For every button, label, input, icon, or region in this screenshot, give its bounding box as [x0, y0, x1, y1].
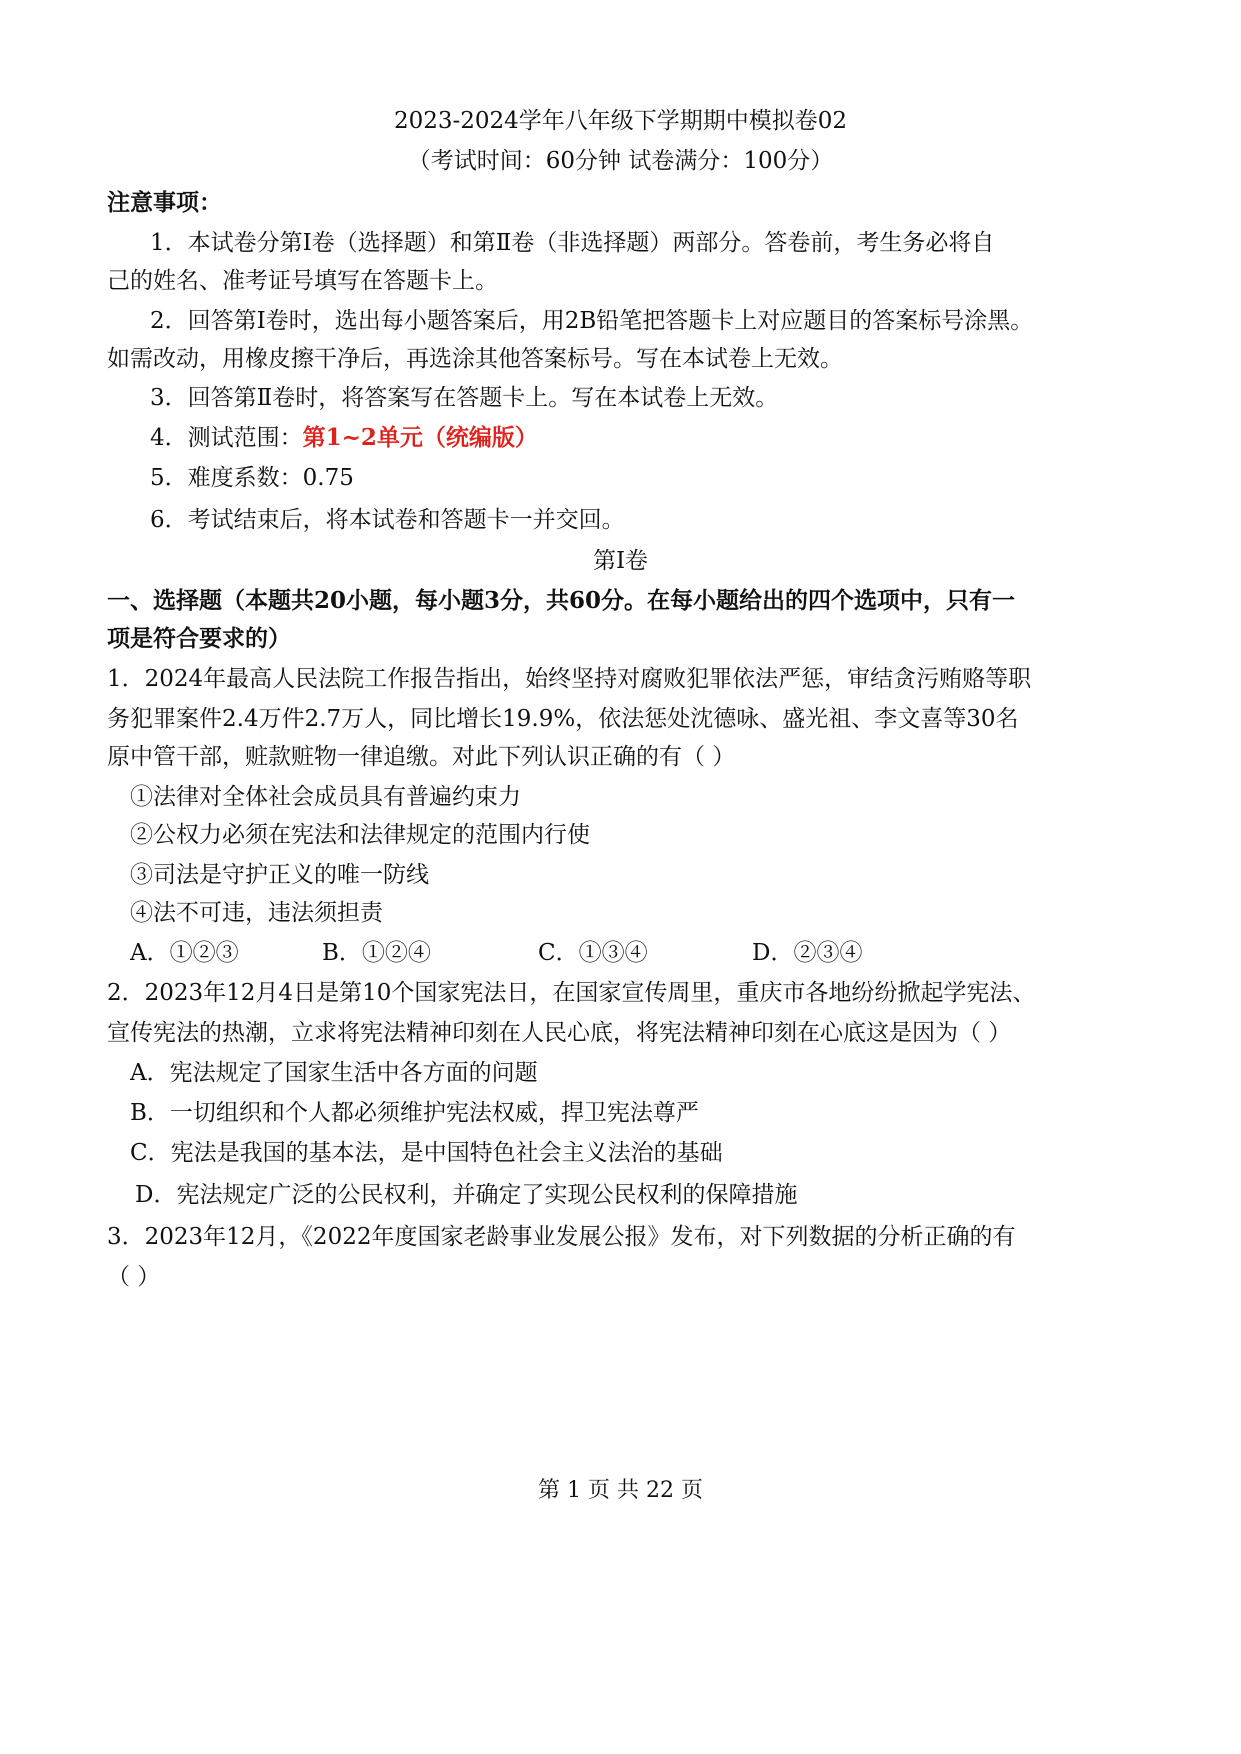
q1-statement-3: ③司法是守护正义的唯一防线 — [130, 862, 429, 888]
q1-option-d: D．②③④ — [752, 940, 863, 966]
page-footer: 第 1 页 共 22 页 — [538, 1478, 703, 1503]
test-scope-highlight: 第1~2单元（统编版） — [302, 424, 538, 451]
note-4-label: 4．测试范围： — [150, 425, 303, 451]
q1-statement-2: ②公权力必须在宪法和法律规定的范围内行使 — [130, 822, 590, 848]
q2-option-d: D．宪法规定广泛的公民权利，并确定了实现公民权利的保障措施 — [135, 1182, 798, 1208]
q3-line-2: （ ） — [107, 1264, 161, 1290]
note-1-line-1: 1．本试卷分第Ⅰ卷（选择题）和第Ⅱ卷（非选择题）两部分。答卷前，考生务必将自 — [150, 230, 995, 256]
q2-option-a: A．宪法规定了国家生活中各方面的问题 — [130, 1060, 538, 1086]
volume-title: 第Ⅰ卷 — [592, 548, 649, 574]
section-heading-line-1: 一、选择题（本题共20小题，每小题3分，共60分。在每小题给出的四个选项中，只有一 — [107, 587, 1016, 614]
q1-statement-4: ④法不可违，违法须担责 — [130, 900, 383, 926]
q1-line-2: 务犯罪案件2.4万件2.7万人，同比增长19.9%，依法惩处沈德咏、盛光祖、李文喜等30名 — [107, 706, 1019, 732]
note-2-line-1: 2．回答第Ⅰ卷时，选出每小题答案后，用2B铅笔把答题卡上对应题目的答案标号涂黑。 — [150, 308, 1034, 334]
note-2-line-2: 如需改动，用橡皮擦干净后，再选涂其他答案标号。写在本试卷上无效。 — [107, 346, 843, 372]
q3-line-1: 3．2023年12月，《2022年度国家老龄事业发展公报》发布，对下列数据的分析正确的有 — [107, 1224, 1016, 1250]
note-4 — [150, 423, 538, 453]
q1-option-a: A．①②③ — [130, 940, 239, 966]
q1-option-c: C．①③④ — [538, 940, 648, 966]
page-title: 2023-2024学年八年级下学期期中模拟卷02 — [393, 108, 848, 134]
note-6: 6．考试结束后，将本试卷和答题卡一并交回。 — [150, 507, 625, 533]
exam-info: （考试时间：60分钟 试卷满分：100分） — [407, 148, 834, 174]
q2-line-1: 2．2023年12月4日是第10个国家宪法日，在国家宣传周里，重庆市各地纷纷掀起学宪法、 — [107, 980, 1036, 1006]
q2-option-c: C．宪法是我国的基本法，是中国特色社会主义法治的基础 — [130, 1140, 723, 1166]
q2-option-b: B．一切组织和个人都必须维护宪法权威，捍卫宪法尊严 — [130, 1100, 699, 1126]
note-1-line-2: 己的姓名、准考证号填写在答题卡上。 — [107, 268, 498, 294]
q1-option-b: B．①②④ — [322, 940, 431, 966]
note-5: 5．难度系数：0.75 — [150, 465, 354, 491]
q2-line-2: 宣传宪法的热潮，立求将宪法精神印刻在人民心底，将宪法精神印刻在心底这是因为（ ） — [107, 1020, 1012, 1046]
q1-line-3: 原中管干部，赃款赃物一律追缴。对此下列认识正确的有（ ） — [107, 744, 736, 770]
section-heading-line-2: 项是符合要求的） — [107, 625, 291, 652]
q1-line-1: 1．2024年最高人民法院工作报告指出，始终坚持对腐败犯罪依法严惩，审结贪污贿赂等职 — [107, 666, 1032, 692]
note-3: 3．回答第Ⅱ卷时，将答案写在答题卡上。写在本试卷上无效。 — [150, 385, 779, 411]
q1-statement-1: ①法律对全体社会成员具有普遍约束力 — [130, 784, 521, 810]
notes-heading: 注意事项： — [107, 189, 222, 216]
